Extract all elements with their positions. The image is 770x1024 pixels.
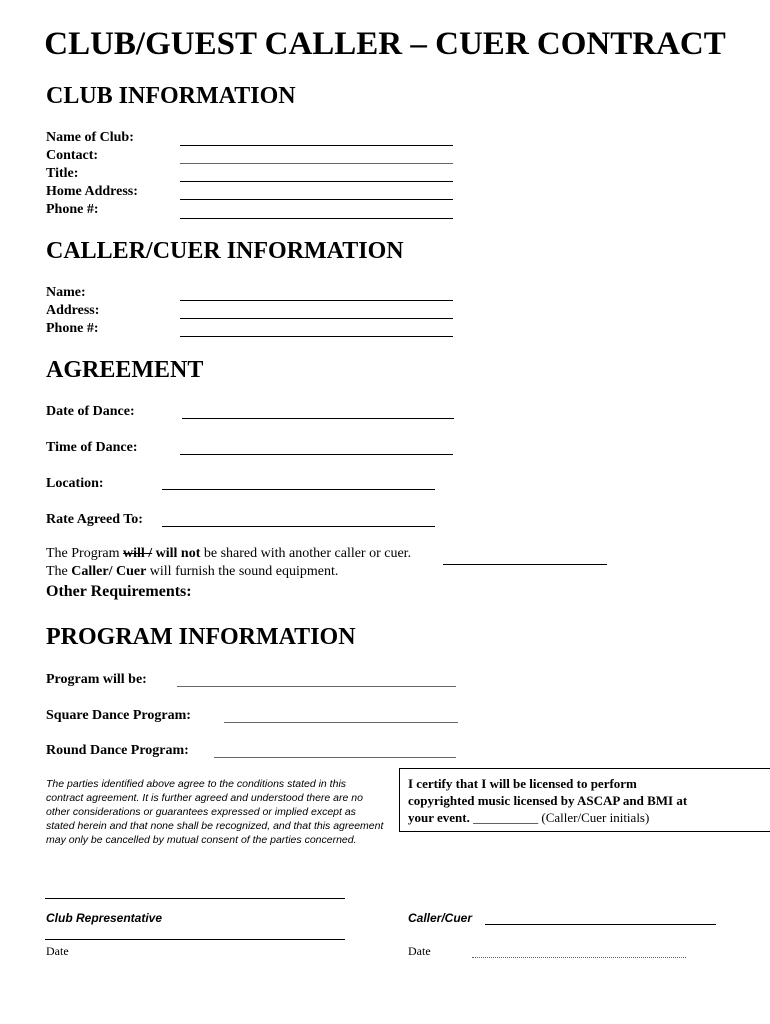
program-shared-initials-field[interactable]	[443, 564, 607, 565]
program-will-be-label: Program will be:	[46, 672, 147, 687]
date-of-dance-label: Date of Dance:	[46, 404, 135, 419]
square-program-label: Square Dance Program:	[46, 708, 191, 723]
club-rep-signature-field[interactable]	[45, 898, 345, 899]
club-rep-label: Club Representative	[46, 911, 163, 925]
program-info-heading: PROGRAM INFORMATION	[46, 624, 356, 650]
time-of-dance-label: Time of Dance:	[46, 440, 138, 455]
terms-text: The parties identified above agree to the conditions stated in this contract agreement. It is further agreed and understood there are no other considerations or guarantees expressed or implied except as stated herein and that none shall be recognized, and that this agreement may only be cancelled by mutual consent of the parties concerned.	[46, 778, 384, 846]
club-rep-date-field[interactable]	[45, 939, 345, 940]
club-name-field[interactable]	[180, 145, 453, 146]
date-of-dance-field[interactable]	[182, 418, 454, 419]
program-will-be-field[interactable]	[177, 686, 456, 687]
license-certification-box	[399, 768, 770, 832]
club-contact-label: Contact:	[46, 148, 99, 163]
location-field[interactable]	[162, 489, 435, 490]
certify-line-2: copyrighted music licensed by ASCAP and BMI at	[408, 793, 688, 808]
rate-label: Rate Agreed To:	[46, 512, 143, 527]
other-requirements-label: Other Requirements:	[46, 583, 192, 600]
certify-line-1: I certify that I will be licensed to perform	[408, 776, 637, 791]
caller-phone-label: Phone #:	[46, 321, 99, 336]
round-program-field[interactable]	[214, 757, 456, 758]
square-program-field[interactable]	[224, 722, 458, 723]
certify-initials[interactable]: __________ (Caller/Cuer initials)	[469, 810, 650, 825]
club-address-label: Home Address:	[46, 184, 138, 199]
club-phone-field[interactable]	[180, 218, 453, 219]
program-shared-post: be shared with another caller or cuer.	[200, 546, 412, 561]
club-contact-field[interactable]	[180, 163, 453, 164]
equipment-pre: The	[46, 564, 72, 579]
caller-name-label: Name:	[46, 285, 86, 300]
caller-cuer-label: Caller/Cuer	[408, 911, 473, 925]
caller-cuer-date-label: Date	[408, 944, 431, 958]
program-will-option[interactable]: will /	[122, 546, 153, 561]
program-shared-pre: The Program	[46, 546, 123, 561]
caller-info-heading: CALLER/CUER INFORMATION	[46, 238, 404, 264]
caller-cuer-signature-field[interactable]	[485, 924, 716, 925]
club-title-field[interactable]	[180, 181, 453, 182]
club-name-label: Name of Club:	[46, 130, 134, 145]
caller-name-field[interactable]	[180, 300, 453, 301]
club-address-field[interactable]	[180, 199, 453, 200]
caller-cuer-date-field[interactable]	[472, 957, 686, 958]
club-phone-label: Phone #:	[46, 202, 99, 217]
caller-address-field[interactable]	[180, 318, 453, 319]
certify-line-3-bold: your event.	[408, 810, 470, 825]
time-of-dance-field[interactable]	[180, 454, 453, 455]
round-program-label: Round Dance Program:	[46, 743, 189, 758]
caller-phone-field[interactable]	[180, 336, 453, 337]
rate-field[interactable]	[162, 526, 435, 527]
equipment-post: will furnish the sound equipment.	[146, 564, 339, 579]
equipment-line	[46, 564, 338, 580]
club-info-heading: CLUB INFORMATION	[46, 83, 296, 109]
caller-address-label: Address:	[46, 303, 100, 318]
equipment-who: Caller/ Cuer	[71, 564, 147, 579]
location-label: Location:	[46, 476, 104, 491]
club-title-label: Title:	[46, 166, 79, 181]
club-rep-date-label: Date	[46, 944, 69, 958]
agreement-heading: AGREEMENT	[46, 357, 204, 383]
certify-line-3	[408, 809, 770, 826]
program-shared-line	[46, 546, 411, 562]
program-will-not-option[interactable]: will not	[152, 546, 201, 561]
page-title: CLUB/GUEST CALLER – CUER CONTRACT	[44, 26, 726, 62]
